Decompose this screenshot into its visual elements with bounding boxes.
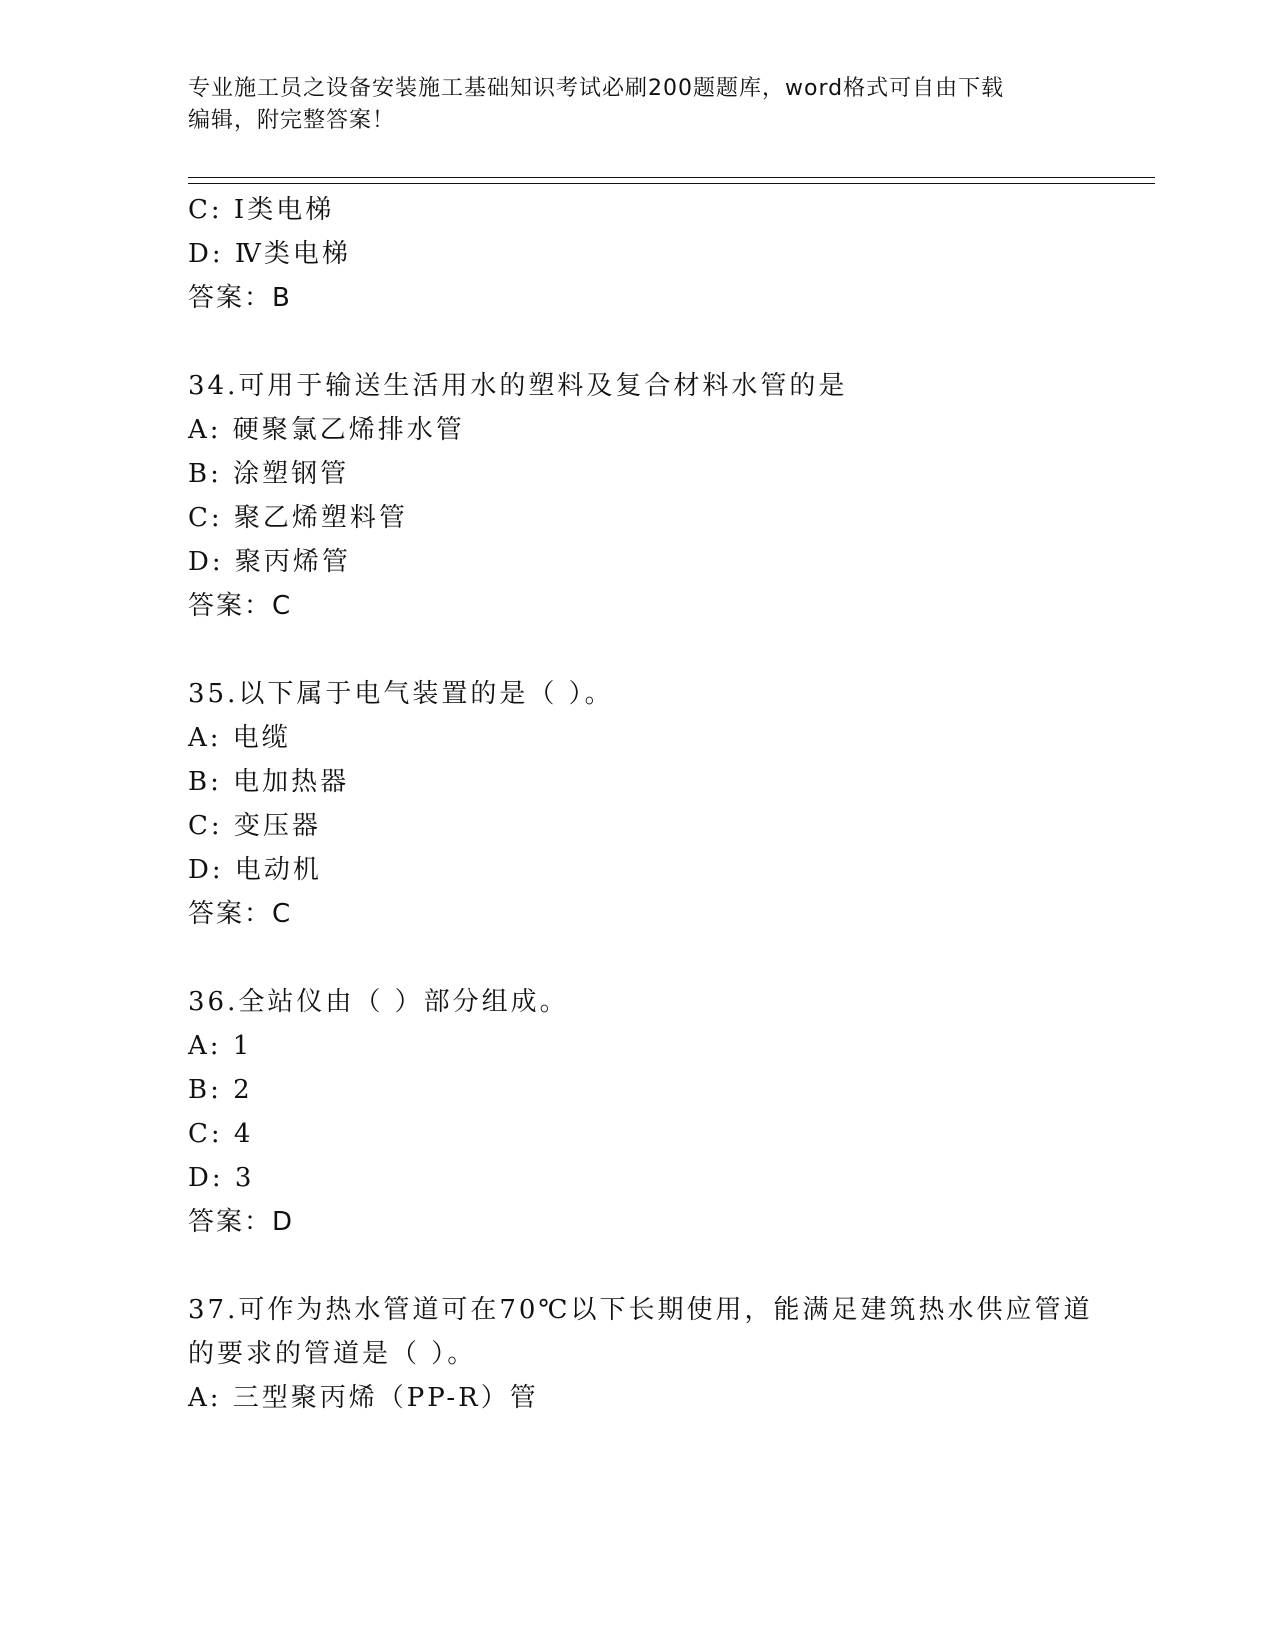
q37-question-line-1: 37.可作为热水管道可在70℃以下长期使用，能满足建筑热水供应管道 xyxy=(188,1295,1093,1325)
q35-option-b: B: 电加热器 xyxy=(188,767,350,797)
q37-option-a: A: 三型聚丙烯（PP-R）管 xyxy=(188,1383,539,1413)
q33-answer: 答案：B xyxy=(188,283,292,313)
q33-option-c: C: Ⅰ类电梯 xyxy=(188,195,335,225)
q34-option-b: B: 涂塑钢管 xyxy=(188,459,350,489)
q34-answer: 答案：C xyxy=(188,591,293,621)
q36-option-d: D: 3 xyxy=(188,1163,255,1193)
q34-option-d: D: 聚丙烯管 xyxy=(188,547,351,577)
header-divider-bottom xyxy=(188,183,1155,184)
q34-option-a: A: 硬聚氯乙烯排水管 xyxy=(188,415,465,445)
q36-answer: 答案：D xyxy=(188,1207,295,1237)
q35-option-a: A: 电缆 xyxy=(188,723,291,753)
q35-option-d: D: 电动机 xyxy=(188,855,322,885)
header-title-line-1: 专业施工员之设备安装施工基础知识考试必刷200题题库，word格式可自由下载 xyxy=(188,76,1005,101)
q33-option-d: D: Ⅳ类电梯 xyxy=(188,239,351,269)
q35-answer: 答案：C xyxy=(188,899,293,929)
q36-option-c: C: 4 xyxy=(188,1119,254,1149)
header-divider-top xyxy=(188,177,1155,178)
q36-option-a: A: 1 xyxy=(188,1031,253,1061)
q35-option-c: C: 变压器 xyxy=(188,811,321,841)
q34-option-c: C: 聚乙烯塑料管 xyxy=(188,503,408,533)
q36-option-b: B: 2 xyxy=(188,1075,253,1105)
q35-question: 35.以下属于电气装置的是（ ）。 xyxy=(188,679,614,709)
header-title-line-2: 编辑，附完整答案！ xyxy=(188,108,396,133)
q36-question: 36.全站仪由（ ）部分组成。 xyxy=(188,987,569,1017)
document-header xyxy=(188,73,1068,137)
q37-question-line-2: 的要求的管道是（ ）。 xyxy=(188,1339,477,1369)
q34-question: 34.可用于输送生活用水的塑料及复合材料水管的是 xyxy=(188,371,848,401)
